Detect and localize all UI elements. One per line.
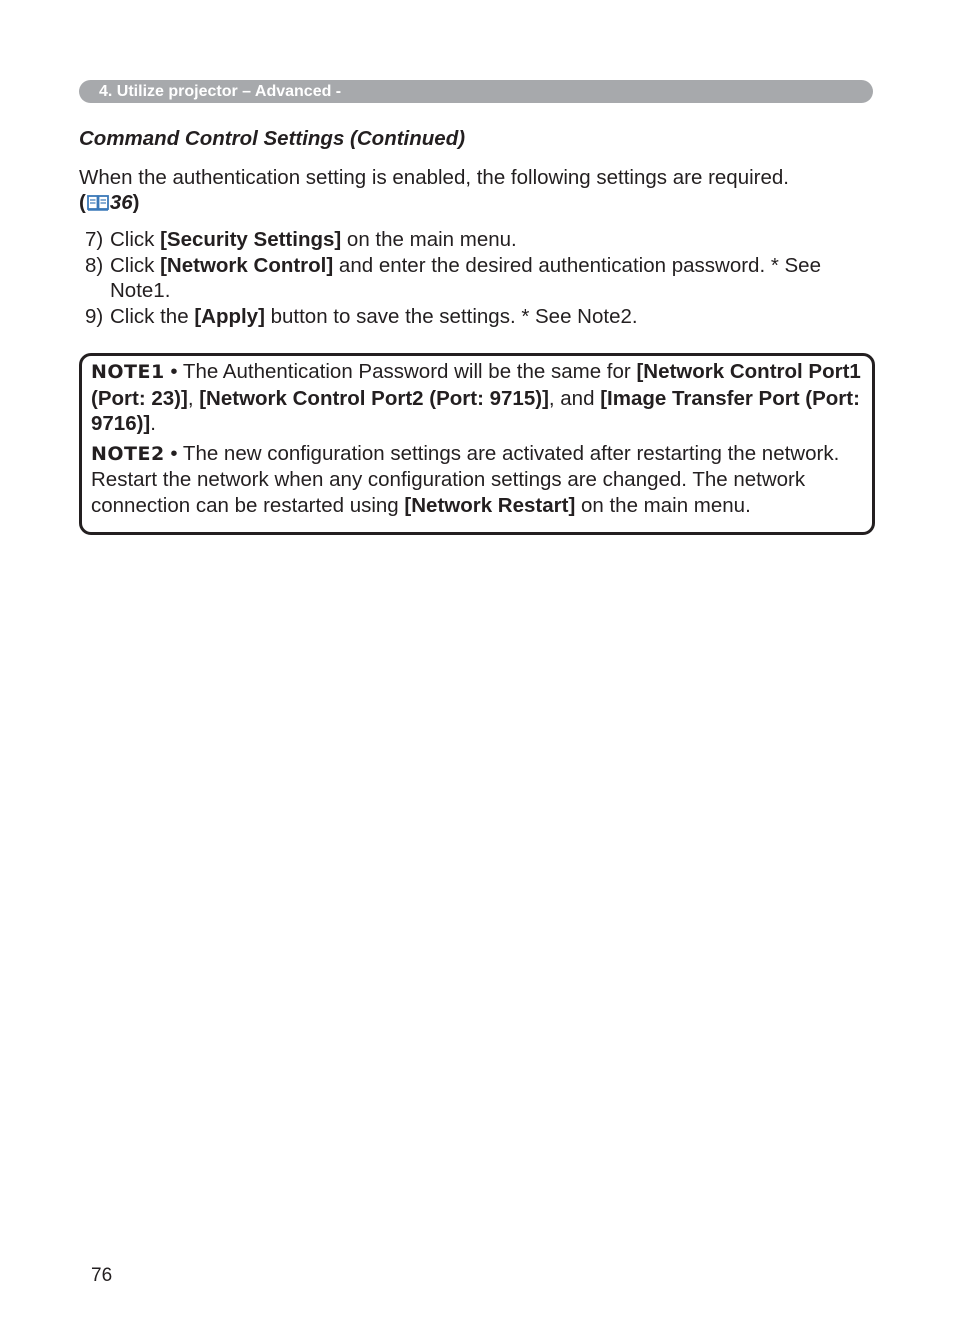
- button-reference: [Apply]: [194, 304, 265, 328]
- book-icon: [87, 195, 109, 211]
- section-header-bar: [79, 80, 873, 103]
- list-item: 7) Click [Security Settings] on the main menu.: [85, 228, 517, 251]
- page-title: Command Control Settings (Continued): [79, 127, 466, 150]
- section-header-text: 4. Utilize projector – Advanced -: [99, 83, 342, 100]
- list-item: 8) Click [Network Control] and enter the desired authentication password. * See Note1.: [85, 253, 821, 302]
- steps-list: [85, 227, 875, 329]
- list-item: 9) Click the [Apply] button to save the settings. * See Note2.: [85, 304, 638, 328]
- note1-label: NOTE1: [91, 361, 165, 383]
- step-number: 7): [85, 228, 104, 251]
- note1-paragraph: NOTE1 • The Authentication Password will be the same for [Network Control Port1 (Port: 23)], [Network Control Port2 (Port: 9715)], and [Image Transfer Port (Port: 9716)].: [91, 360, 861, 435]
- notes-box: [79, 353, 875, 535]
- step-number: 8): [85, 253, 104, 277]
- note2-paragraph: NOTE2 • The new configuration settings are activated after restarting the network. Restart the network when any configuration settings are changed. The network connection can be restarted using [Network Restart] on the main menu.: [91, 441, 840, 517]
- intro-paragraph: [79, 165, 879, 215]
- step-number: 9): [85, 304, 104, 328]
- page-reference[interactable]: ( 36): [79, 191, 140, 214]
- reference-page-number: 36: [109, 191, 133, 214]
- intro-text: When the authentication setting is enabled, the following settings are required.: [79, 166, 789, 189]
- menu-item-reference: [Network Control]: [160, 253, 334, 277]
- page-number: 76: [91, 1265, 113, 1286]
- note2-label: NOTE2: [91, 442, 165, 465]
- menu-item-reference: [Security Settings]: [160, 228, 342, 251]
